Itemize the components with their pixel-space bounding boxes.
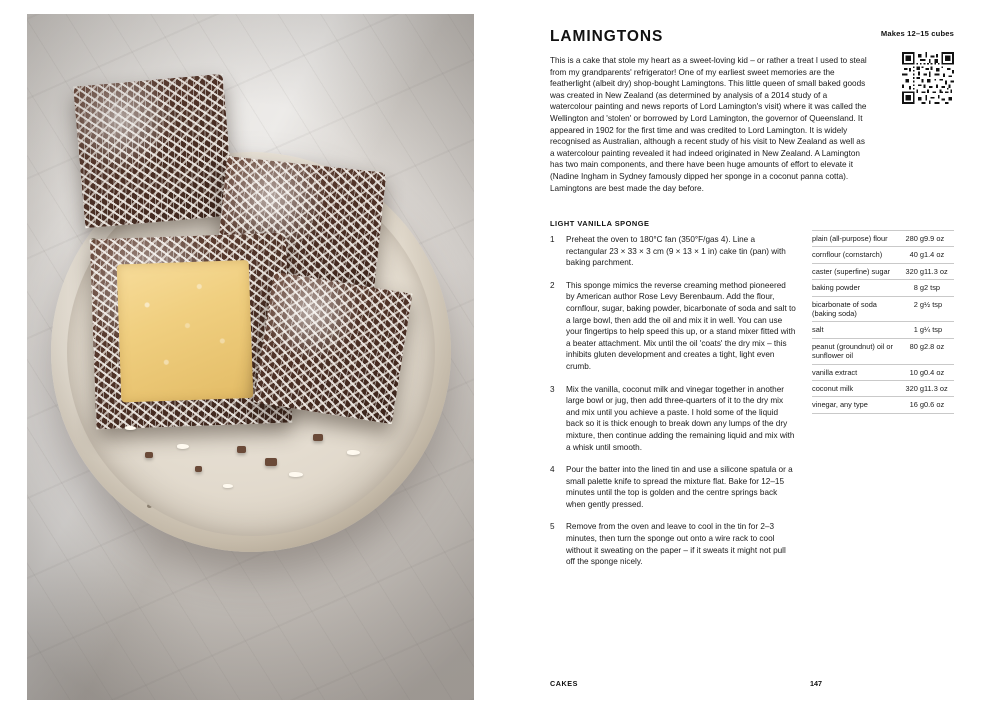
ingredient-name: vinegar, any type xyxy=(812,397,894,413)
photo-vignette xyxy=(27,14,474,700)
table-row xyxy=(812,338,954,364)
step-number: 4 xyxy=(550,465,555,475)
lamington-photograph xyxy=(27,14,474,700)
ingredient-metric: 2 g xyxy=(894,296,924,322)
table-row xyxy=(812,364,954,380)
ingredient-metric: 10 g xyxy=(894,364,924,380)
table-row xyxy=(812,322,954,338)
qr-code-icon[interactable] xyxy=(902,52,954,104)
step-number: 3 xyxy=(550,384,555,394)
recipe-step xyxy=(550,384,796,454)
ingredient-metric: 80 g xyxy=(894,338,924,364)
footer-chapter-label: CAKES xyxy=(550,679,579,688)
step-text: Mix the vanilla, coconut milk and vinegar together in another large bowl or jug, then add three-quarters of it to the dry mix and mix until you achieve a paste. I hold some of the liquid back so it is thick enough to break down any lumps of the dry mixture, then continue adding the remaining liquid and mix with a whisk until smooth. xyxy=(566,384,795,452)
recipe-yield: Makes 12–15 cubes xyxy=(880,29,954,38)
step-text: This sponge mimics the reverse creaming method pioneered by American author Rose Levy Berenbaum. Add the flour, cornflour, sugar, baking powder, bicarbonate of soda and salt to a large bowl, then add the oil and mix it in well. You can use your fingertips to help speed this up, or a stand mixer fitted with a beater attachment. Mix until the oil 'coats' the dry mix – this inhibits gluten development and creates a tight, light even crumb. xyxy=(566,280,796,371)
step-number: 1 xyxy=(550,235,555,244)
table-row xyxy=(812,263,954,279)
ingredient-metric: 8 g xyxy=(894,280,924,296)
recipe-section-label: LIGHT VANILLA SPONGE xyxy=(550,219,650,228)
table-row xyxy=(812,280,954,296)
ingredient-imperial: 0.6 oz xyxy=(924,397,954,413)
recipe-intro-text: This is a cake that stole my heart as a sweet-loving kid – or rather a treat I used to steal from my grandparents' refrigerator! One of my earliest sweet memories are the featherlight (albeit dry) shop-bought Lamingtons. This little queen of small baked goods was created in New Zealand (as determined by analysis of a 2014 study of a watercolour painting and news reports of Lord Lamington's visit) where it was called the Wellington and 'stolen' or borrowed by Lord Lamington, the governor of Queensland. It appeared in 1902 for the first time and was credited to Lord Lamington. It is widely recognised as Australian, although a recent study of his visit to New Zealand as well as a watercolour painting revealed it had indeed originated in New Zealand. A Lamington has two main components, and there have been huge amounts of effort to elevate it (Nadine Ingham in Sydney famously dipped her sponge in a coconut panna cotta). Lamingtons are best made the day before. xyxy=(550,56,867,193)
step-text: Preheat the oven to 180°C fan (350°F/gas 4). Line a rectangular 23 × 33 × 3 cm (9 × 13 × 1 in) cake tin (pan) with baking parchment. xyxy=(566,235,786,268)
ingredient-imperial: 11.3 oz xyxy=(924,381,954,397)
ingredients-table xyxy=(812,230,954,414)
ingredient-name: vanilla extract xyxy=(812,364,894,380)
recipe-title: LAMINGTONS xyxy=(550,28,664,45)
ingredient-name: coconut milk xyxy=(812,381,894,397)
ingredient-name: bicarbonate of soda (baking soda) xyxy=(812,296,894,322)
ingredient-metric: 1 g xyxy=(894,322,924,338)
table-row xyxy=(812,296,954,322)
recipe-step xyxy=(550,280,796,373)
step-number: 2 xyxy=(550,280,555,290)
ingredient-name: caster (superfine) sugar xyxy=(812,263,894,279)
recipe-step xyxy=(550,464,796,510)
ingredient-imperial: 0.4 oz xyxy=(924,364,954,380)
step-number: 5 xyxy=(550,522,555,532)
ingredient-name: peanut (groundnut) oil or sunflower oil xyxy=(812,338,894,364)
ingredient-name: plain (all-purpose) flour xyxy=(812,231,894,247)
ingredient-name: salt xyxy=(812,322,894,338)
ingredient-metric: 280 g xyxy=(894,231,924,247)
ingredient-metric: 320 g xyxy=(894,381,924,397)
ingredient-imperial: 2 tsp xyxy=(924,280,954,296)
ingredient-metric: 16 g xyxy=(894,397,924,413)
recipe-step xyxy=(550,521,796,567)
ingredient-name: cornflour (cornstarch) xyxy=(812,247,894,263)
table-row xyxy=(812,397,954,413)
ingredient-imperial: 11.3 oz xyxy=(924,263,954,279)
right-page xyxy=(500,0,1000,714)
table-row xyxy=(812,247,954,263)
step-text: Remove from the oven and leave to cool in the tin for 2–3 minutes, then turn the sponge out onto a wire rack to cool without it sweating on the paper – if it sweats it might not pull off the sponge nicely. xyxy=(566,522,786,567)
table-row xyxy=(812,231,954,247)
table-row xyxy=(812,381,954,397)
ingredient-imperial: ¼ tsp xyxy=(924,322,954,338)
recipe-step xyxy=(550,234,796,269)
ingredient-imperial: 9.9 oz xyxy=(924,231,954,247)
ingredient-imperial: 1.4 oz xyxy=(924,247,954,263)
footer-page-number: 147 xyxy=(810,679,822,688)
ingredient-imperial: 2.8 oz xyxy=(924,338,954,364)
step-text: Pour the batter into the lined tin and use a silicone spatula or a small palette knife to spread the mixture flat. Bake for 12–15 minutes until the top is golden and the centre springs back when gently pressed. xyxy=(566,465,793,509)
recipe-steps-list xyxy=(550,234,796,579)
ingredient-metric: 320 g xyxy=(894,263,924,279)
ingredient-name: baking powder xyxy=(812,280,894,296)
ingredient-metric: 40 g xyxy=(894,247,924,263)
ingredient-imperial: ½ tsp xyxy=(924,296,954,322)
